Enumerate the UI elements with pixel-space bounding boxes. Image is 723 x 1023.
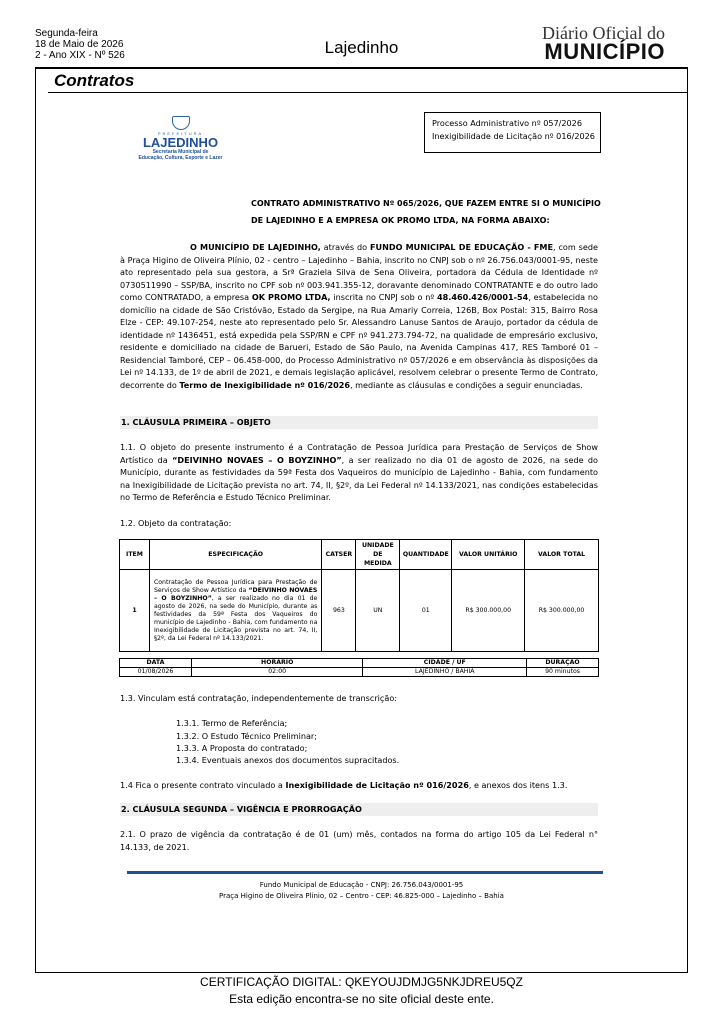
cell-item: 1 (120, 570, 150, 652)
opening-paragraph (120, 241, 598, 391)
th-duration: DURAÇÃO (527, 659, 599, 668)
spec-text-1: Contratação de Pessoa Jurídica para Prestação de Serviços de Show Artístico da (153, 578, 318, 594)
table-header-row (120, 540, 599, 570)
cell-quantity: 01 (400, 570, 452, 652)
vinc-item: 1.3.4. Eventuais anexos dos documentos supracitados. (176, 755, 400, 765)
object-table (119, 539, 599, 652)
cell-time: 02:00 (191, 668, 363, 677)
vinc-item: 1.3.1. Termo de Referência; (176, 718, 288, 728)
opening-bold-4: 48.460.426/0001-54 (437, 292, 529, 302)
clause1-bold-1: “DEIVINHO NOVAES – O BOYZINHO” (172, 454, 342, 465)
edition-number: 2 - Ano XIX - Nº 526 (35, 50, 125, 61)
vinc-item: 1.3.3. A Proposta do contratado; (176, 743, 308, 753)
process-number: Processo Administrativo nº 057/2026 (432, 118, 582, 128)
vinc-item: 1.3.2. O Estudo Técnico Preliminar; (176, 731, 317, 741)
opening-text-5: , mediante as cláusulas e condições a seguir enunciadas. (350, 379, 583, 390)
logo-name: LAJEDINHO (142, 135, 219, 150)
brand-top-text: Diário Oficial do (542, 23, 665, 43)
fica-bold-1: Inexigibilidade de Licitação nº 016/2026 (285, 780, 469, 790)
cell-unit-value: R$ 300.000,00 (452, 570, 525, 652)
lajedinho-logo (128, 116, 233, 166)
edition-weekday: Segunda-feira (35, 28, 98, 39)
cell-city: LAJEDINHO / BAHIA (363, 668, 527, 677)
th-total-value: VALOR TOTAL (525, 540, 599, 570)
th-catser: CATSER (322, 540, 356, 570)
th-item: ITEM (120, 540, 150, 570)
inexigibilidade-number: Inexigibilidade de Licitação nº 016/2026 (432, 130, 595, 141)
cell-date: 01/08/2026 (120, 668, 192, 677)
section-divider (48, 92, 688, 93)
clause2-paragraph: 2.1. O prazo de vigência da contratação é de 01 (um) mês, contados na forma do artigo 105 da Lei Federal n° 14.133, de 2021. (120, 829, 598, 852)
table-row (120, 570, 599, 652)
clause1-heading: 1. CLÁUSULA PRIMEIRA – OBJETO (120, 416, 598, 429)
cell-total-value: R$ 300.000,00 (525, 570, 599, 652)
th-time: HORARIO (191, 659, 363, 668)
fica-paragraph (120, 779, 598, 792)
process-box (424, 112, 601, 153)
cell-spec (149, 570, 321, 652)
fica-text-1: 1.4 Fica o presente contrato vinculado a (120, 780, 286, 790)
footer-cnpj: Fundo Municipal de Educação - CNPJ: 26.756.043/0001-95 (259, 881, 464, 889)
diario-oficial-logo (542, 25, 665, 62)
spec-text-2: , a ser realizado no dia 01 de agosto de 2026, na sede do Município, durante as festividades da 59ª Festa dos Vaqueiros do município de Lajedinho - Bahia, com fundamento na Inexigibilidade de Licitação prevista no art. 74, II, §2º, da Lei Federal nº 14.133/2021. (153, 594, 318, 642)
spec-bold-1: “DEIVINHO NOVAES – O BOYZINHO” (153, 586, 318, 602)
clause1-text-2: , a ser realizado no dia 01 de agosto de 2026, na sede do Município, durante as festividades da 59ª Festa dos Vaqueiros do município de Lajedinho - Bahia, com fundamento na Inexigibilidade de Licitação prevista no art. 74, II, §2º, da Lei Federal nº 14.133/2021, nas condições estabelecidas no Termo de Referência e Estudo Técnico Preliminar. (120, 454, 598, 502)
crest-icon (172, 116, 190, 130)
th-unit: UNIDADE DE MEDIDA (356, 540, 400, 570)
official-site-note: Esta edição encontra-se no site oficial deste ente. (229, 992, 494, 1006)
th-unit-value: VALOR UNITÁRIO (452, 540, 525, 570)
footer-divider (127, 871, 603, 874)
footer-address: Praça Higino de Oliveira Plínio, 02 – Centro - CEP: 46.825-000 – Lajedinho – Bahia (219, 892, 504, 900)
th-city: CIDADE / UF (363, 659, 527, 668)
schedule-row (120, 668, 599, 677)
edition-date: 18 de Maio de 2026 (35, 39, 124, 50)
clause1-text-1: 1.1. O objeto do presente instrumento é a Contratação de Pessoa Jurídica para Prestação de Serviços de Show Artístico da (120, 442, 598, 465)
vinc-label: 1.3. Vinculam está contratação, independentemente de transcrição: (120, 693, 398, 703)
schedule-table (119, 658, 599, 677)
cell-unit: UN (356, 570, 400, 652)
city-name: Lajedinho (324, 38, 399, 57)
opening-bold-3: OK PROMO LTDA, (251, 292, 331, 302)
cell-catser: 963 (322, 570, 356, 652)
th-quantity: QUANTIDADE (400, 540, 452, 570)
opening-text-2: , com sede à Praça Higino de Oliveira Plínio, 02 - centro – Lajedinho – Bahia, inscrito no CNPJ sob o nº 26.756.043/0001-95, neste ato representado pela sua gestora, a Srª Graziela Silva de Sena Oliveira, portadora da Cédula de Identidade nº 0730511990 – SSP/BA, inscrito no CPF sob nº 003.941.355-12, doravante denominado CONTRATANTE e do outro lado como CONTRATADO, a empresa (120, 242, 598, 302)
contract-title: CONTRATO ADMINISTRATIVO Nº 065/2026, QUE FAZEM ENTRE SI O MUNICÍPIO DE LAJEDINHO E A EMPRESA OK PROMO LTDA, NA FORMA ABAIXO: (251, 199, 601, 225)
opening-bold-5: Termo de Inexigibilidade nº 016/2026 (179, 379, 351, 390)
section-title: Contratos (54, 71, 135, 90)
clause1-paragraph (120, 441, 598, 504)
opening-bold-2: FUNDO MUNICIPAL DE EDUCAÇÃO - FME (369, 242, 553, 252)
opening-text-1: através do (320, 242, 370, 252)
digital-certification: CERTIFICAÇÃO DIGITAL: QKEYOUJDMJG5NKJDREU5QZ (200, 975, 523, 989)
th-spec: ESPECIFICAÇÃO (149, 540, 321, 570)
clause2-heading: 2. CLÁUSULA SEGUNDA – VIGÊNCIA E PRORROGAÇÃO (120, 803, 598, 816)
schedule-header-row (120, 659, 599, 668)
object-label: 1.2. Objeto da contratação: (120, 518, 232, 528)
fica-text-2: , e anexos dos itens 1.3. (468, 780, 568, 790)
cell-duration: 90 minutos (527, 668, 599, 677)
opening-text-3: inscrita no CNPJ sob o nº (330, 292, 437, 302)
opening-bold-1: O MUNICÍPIO DE LAJEDINHO, (190, 242, 321, 252)
th-date: DATA (120, 659, 192, 668)
logo-sub-1: Secretaria Municipal de (152, 149, 209, 155)
opening-text-4: , estabelecida no domicílio na cidade de São Cristóvão, Estado da Sergipe, na Rua Amariy Correia, 126B, Box Postal: 315, Bairro Rosa Elze - CEP: 49.107-254, neste ato representado pelo Sr. Alessandro Lanuse Santos de Araujo, portador da cédula de identidade nº 1436451, está expedida pela SSP/RN e CPF nº 941.273.794-72, na qualidade de empresário exclusivo, residente e domiciliado na cidade de Barueri, Estado de São Paulo, na Avenida Campinas 417, RES Tamboré 01 – Residencial Tamboré, CEP – 06.458-000, do Processo Administrativo nº 057/2026 e em observância às disposições da Lei nº 14.133, de 1º de abril de 2021, e demais legislação aplicável, resolvem celebrar o presente Termo de Contrato, decorrente do (120, 292, 599, 390)
logo-prefeitura: PREFEITURA (157, 131, 204, 136)
brand-bottom-text: MUNICÍPIO (544, 39, 665, 64)
logo-sub-2: Educação, Cultura, Esporte e Lazer (138, 155, 223, 161)
